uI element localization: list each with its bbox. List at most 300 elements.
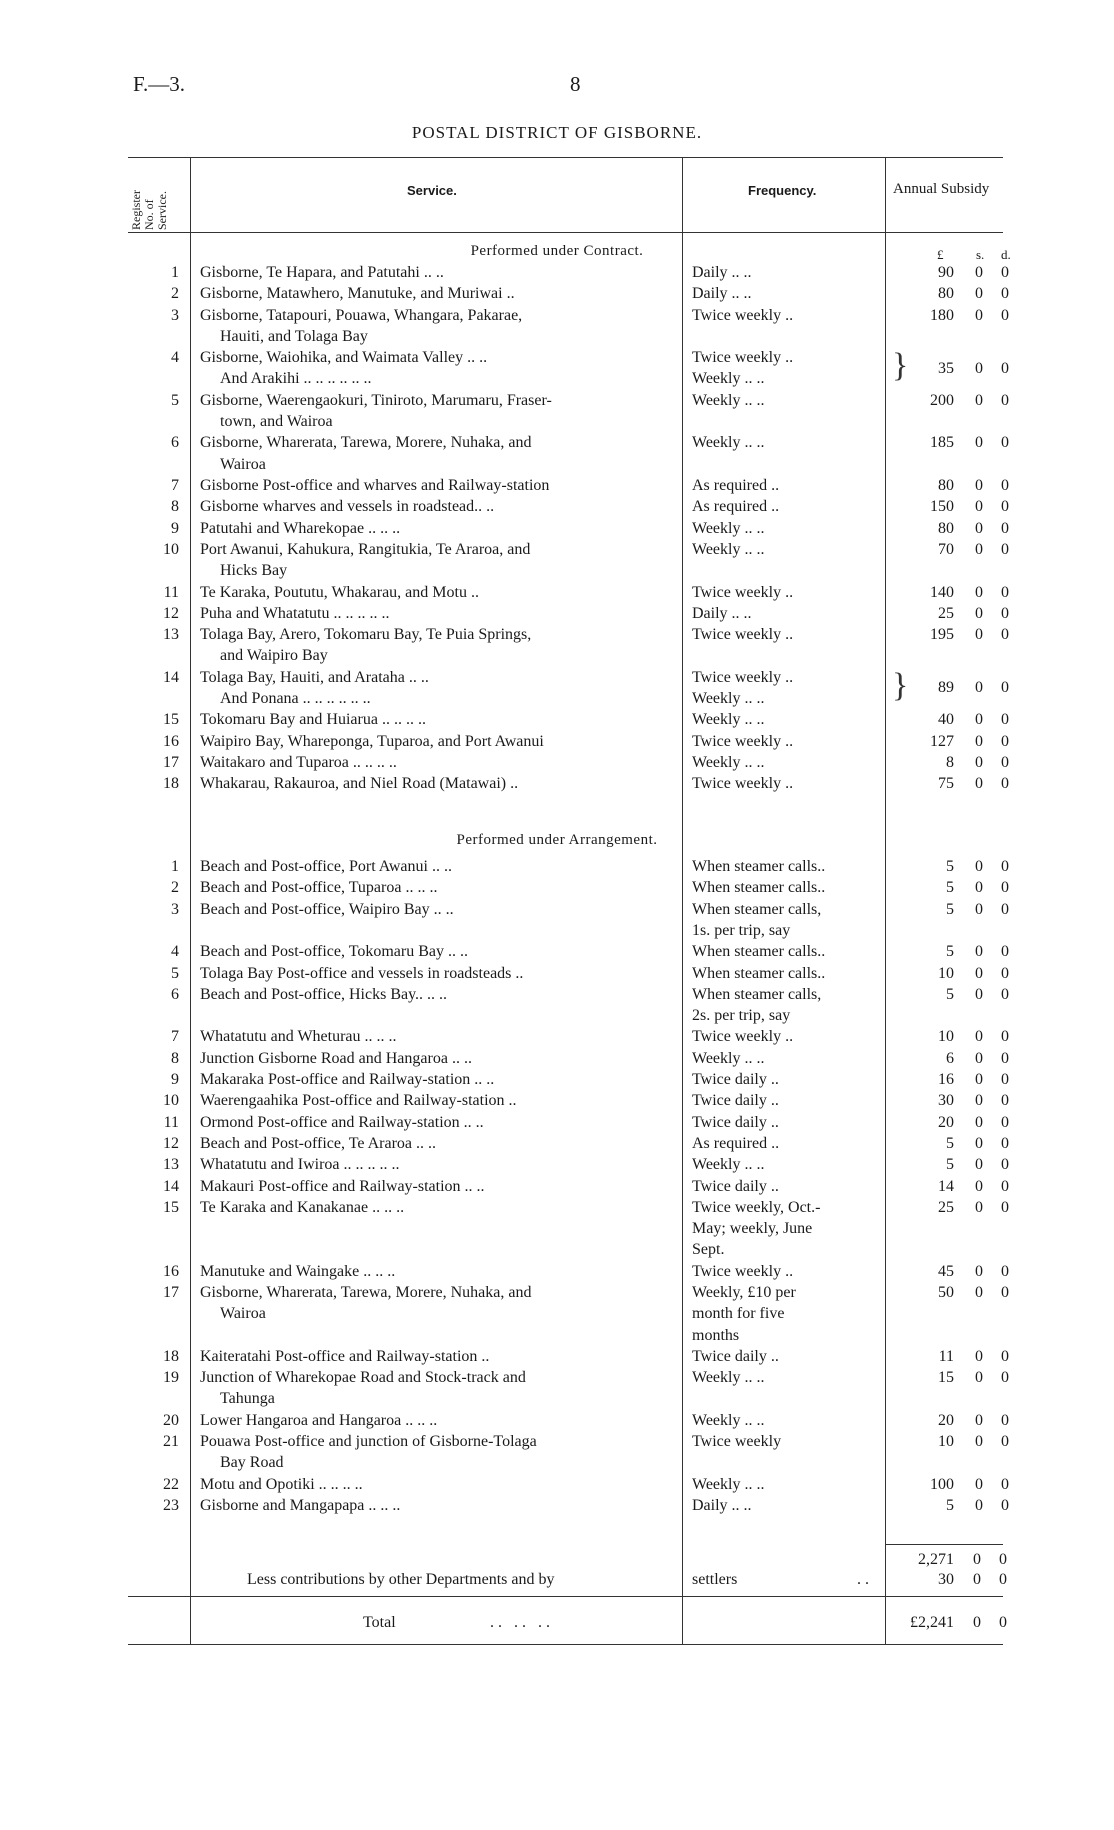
total-shillings: 0 bbox=[973, 1614, 981, 1631]
subsidy-pence: 0 bbox=[1001, 1028, 1009, 1046]
frequency-line: Twice weekly .. bbox=[692, 306, 794, 324]
service-line: town, and Wairoa bbox=[220, 413, 333, 431]
frequency-line: Twice daily .. bbox=[692, 1071, 779, 1088]
service-line: Beach and Post-office, Hicks Bay.. .. .. bbox=[200, 985, 448, 1003]
frequency-line: 1s. per trip, say bbox=[692, 921, 791, 939]
service-line: Makaraka Post-office and Railway-station .. .. bbox=[200, 1071, 495, 1088]
register-number: 17 bbox=[163, 753, 179, 771]
service-description bbox=[200, 518, 670, 539]
subsidy-shillings: 0 bbox=[975, 1198, 983, 1216]
frequency bbox=[692, 1474, 877, 1495]
subsidy-shillings: 0 bbox=[975, 540, 983, 558]
service-line: Gisborne, Waerengaokuri, Tiniroto, Marumaru, Fraser- bbox=[200, 391, 552, 409]
subsidy-pence: 0 bbox=[1001, 679, 1009, 697]
register-number: 1 bbox=[171, 264, 179, 281]
frequency-line: Twice weekly .. bbox=[692, 626, 794, 644]
frequency bbox=[692, 773, 877, 794]
frequency-line: When steamer calls, bbox=[692, 900, 822, 918]
service-description bbox=[200, 1176, 670, 1197]
frequency bbox=[692, 262, 877, 283]
service-line: Tokomaru Bay and Huiarua .. .. .. .. bbox=[200, 711, 426, 729]
frequency-line: Weekly .. .. bbox=[692, 519, 765, 537]
subsidy-shillings: 0 bbox=[975, 900, 983, 918]
subsidy-pence: 0 bbox=[1001, 1411, 1009, 1429]
frequency-line: When steamer calls, bbox=[692, 985, 822, 1003]
subsidy-pounds: 5 bbox=[946, 985, 954, 1003]
subsidy-pence: 0 bbox=[1001, 477, 1009, 494]
register-number: 19 bbox=[163, 1369, 179, 1387]
subsidy-shillings: 0 bbox=[975, 626, 983, 644]
subsidy-shillings: 0 bbox=[975, 679, 983, 697]
subsidy-pence: 0 bbox=[1001, 498, 1009, 516]
subsidy-shillings: 0 bbox=[975, 1134, 983, 1152]
frequency bbox=[692, 1495, 877, 1516]
service-description bbox=[200, 283, 670, 304]
service-description bbox=[200, 1495, 670, 1516]
service-line: Pouawa Post-office and junction of Gisborne-Tolaga bbox=[200, 1433, 537, 1451]
service-description bbox=[200, 667, 670, 710]
subsidy-shillings: 0 bbox=[975, 1497, 983, 1514]
frequency bbox=[692, 603, 877, 624]
subsidy-pence: 0 bbox=[1001, 1071, 1009, 1088]
frequency-line: As required .. bbox=[692, 477, 780, 494]
register-number: 2 bbox=[171, 879, 179, 897]
frequency-line: When steamer calls.. bbox=[692, 858, 826, 875]
subsidy-pounds: 5 bbox=[946, 858, 954, 875]
subsidy-shillings: 0 bbox=[975, 306, 983, 324]
service-line: Hauiti, and Tolaga Bay bbox=[220, 327, 368, 345]
frequency bbox=[692, 1367, 877, 1388]
subsidy-shillings: 0 bbox=[975, 1475, 983, 1493]
frequency bbox=[692, 539, 877, 560]
service-line: Bay Road bbox=[220, 1454, 284, 1472]
subsidy-pounds: 8 bbox=[946, 753, 954, 771]
subsidy-pence: 0 bbox=[1001, 879, 1009, 897]
service-line: Beach and Post-office, Port Awanui .. .. bbox=[200, 858, 452, 875]
service-description bbox=[200, 1346, 670, 1367]
register-number: 14 bbox=[163, 1177, 179, 1195]
frequency-line: Twice weekly bbox=[692, 1433, 782, 1451]
frequency bbox=[692, 899, 877, 942]
frequency-line: When steamer calls.. bbox=[692, 879, 826, 897]
subsidy-shillings: 0 bbox=[975, 1113, 983, 1131]
service-line: Beach and Post-office, Te Araroa .. .. bbox=[200, 1134, 436, 1152]
subsidy-pence: 0 bbox=[1001, 604, 1009, 622]
subsidy-shillings: 0 bbox=[975, 943, 983, 961]
subsidy-pounds: 90 bbox=[938, 264, 954, 281]
frequency bbox=[692, 582, 877, 603]
grouping-brace-icon: } bbox=[892, 666, 909, 704]
service-line: Wairoa bbox=[220, 1305, 266, 1323]
frequency bbox=[692, 1154, 877, 1175]
less-contributions-label-cont: settlers bbox=[692, 1571, 738, 1588]
document-code: F.—3. bbox=[133, 72, 185, 96]
service-description bbox=[200, 731, 670, 752]
service-description bbox=[200, 1112, 670, 1133]
subsidy-shillings: 0 bbox=[975, 1092, 983, 1110]
service-description bbox=[200, 347, 670, 390]
subsidy-pounds: 10 bbox=[938, 964, 954, 982]
frequency-line: May; weekly, June bbox=[692, 1220, 813, 1238]
subsidy-pence: 0 bbox=[1001, 711, 1009, 729]
frequency-line: Sept. bbox=[692, 1241, 725, 1259]
frequency-line: Daily .. .. bbox=[692, 1497, 752, 1514]
frequency-line: months bbox=[692, 1326, 740, 1344]
register-number: 12 bbox=[163, 1134, 179, 1152]
frequency bbox=[692, 496, 877, 517]
frequency-line: Weekly .. .. bbox=[692, 540, 765, 558]
frequency-line: Twice weekly .. bbox=[692, 583, 794, 601]
less-contributions-label: Less contributions by other Departments and by bbox=[247, 1571, 555, 1588]
frequency-line: Daily .. .. bbox=[692, 285, 752, 303]
service-description bbox=[200, 1133, 670, 1154]
subsidy-shillings: 0 bbox=[975, 1347, 983, 1365]
subsidy-pounds: 80 bbox=[938, 519, 954, 537]
service-description bbox=[200, 624, 670, 667]
service-description bbox=[200, 262, 670, 283]
service-line: Beach and Post-office, Tuparoa .. .. .. bbox=[200, 879, 438, 897]
service-description bbox=[200, 877, 670, 898]
subsidy-pounds: 89 bbox=[938, 679, 954, 697]
frequency-line: Daily .. .. bbox=[692, 604, 752, 622]
frequency-line: Twice weekly .. bbox=[692, 668, 794, 686]
service-description bbox=[200, 1431, 670, 1474]
total-top-rule bbox=[128, 1596, 1003, 1597]
service-line: Beach and Post-office, Tokomaru Bay .. .. bbox=[200, 943, 469, 961]
subsidy-pounds: 5 bbox=[946, 1497, 954, 1514]
frequency-line: Twice daily .. bbox=[692, 1347, 779, 1365]
subsidy-pounds: 25 bbox=[938, 604, 954, 622]
service-line: Gisborne, Matawhero, Manutuke, and Muriwai .. bbox=[200, 285, 515, 303]
less-contributions-shillings: 0 bbox=[973, 1571, 981, 1588]
subsidy-pence: 0 bbox=[1001, 1156, 1009, 1174]
frequency bbox=[692, 731, 877, 752]
subtotal-shillings: 0 bbox=[973, 1551, 981, 1568]
subsidy-pence: 0 bbox=[1001, 985, 1009, 1003]
less-contributions-pounds: 30 bbox=[938, 1571, 954, 1588]
service-line: Beach and Post-office, Waipiro Bay .. .. bbox=[200, 900, 454, 918]
subsidy-pence: 0 bbox=[1001, 264, 1009, 281]
service-line: Gisborne, Tatapouri, Pouawa, Whangara, Pakarae, bbox=[200, 306, 523, 324]
frequency bbox=[692, 984, 877, 1027]
service-description bbox=[200, 390, 670, 433]
total-pounds: £2,241 bbox=[910, 1614, 954, 1631]
subsidy-pence: 0 bbox=[1001, 1049, 1009, 1067]
frequency-line: When steamer calls.. bbox=[692, 964, 826, 982]
register-number: 2 bbox=[171, 285, 179, 303]
subsidy-pence: 0 bbox=[1001, 1092, 1009, 1110]
subsidy-shillings: 0 bbox=[975, 1262, 983, 1280]
register-number: 16 bbox=[163, 732, 179, 750]
subsidy-pounds: 5 bbox=[946, 900, 954, 918]
service-description bbox=[200, 1026, 670, 1047]
service-line: Makauri Post-office and Railway-station .. .. bbox=[200, 1177, 485, 1195]
service-description bbox=[200, 1069, 670, 1090]
subsidy-shillings: 0 bbox=[975, 285, 983, 303]
frequency bbox=[692, 624, 877, 645]
register-number: 5 bbox=[171, 391, 179, 409]
subsidy-pence: 0 bbox=[1001, 900, 1009, 918]
register-number: 13 bbox=[163, 1156, 179, 1174]
register-number: 3 bbox=[171, 306, 179, 324]
subsidy-shillings: 0 bbox=[975, 1049, 983, 1067]
service-description bbox=[200, 984, 670, 1005]
subsidy-shillings: 0 bbox=[975, 434, 983, 452]
frequency-column-header: Frequency. bbox=[748, 183, 817, 198]
service-line: Tolaga Bay Post-office and vessels in roadsteads .. bbox=[200, 964, 524, 982]
service-line: Tolaga Bay, Arero, Tokomaru Bay, Te Puia Springs, bbox=[200, 626, 532, 644]
subsidy-shillings: 0 bbox=[975, 264, 983, 281]
frequency bbox=[692, 1133, 877, 1154]
register-number: 15 bbox=[163, 711, 179, 729]
subsidy-pounds: 140 bbox=[930, 583, 954, 601]
service-description bbox=[200, 709, 670, 730]
service-line: Junction of Wharekopae Road and Stock-track and bbox=[200, 1369, 526, 1387]
subsidy-pounds: 5 bbox=[946, 1134, 954, 1152]
service-description bbox=[200, 603, 670, 624]
subsidy-shillings: 0 bbox=[975, 775, 983, 793]
service-description bbox=[200, 1197, 670, 1218]
service-line: Whakarau, Rakauroa, and Niel Road (Matawai) .. bbox=[200, 775, 519, 793]
subsidy-shillings: 0 bbox=[975, 985, 983, 1003]
subsidy-shillings: 0 bbox=[975, 477, 983, 494]
frequency bbox=[692, 347, 877, 390]
bottom-rule bbox=[128, 1644, 1003, 1645]
subsidy-shillings: 0 bbox=[975, 391, 983, 409]
frequency bbox=[692, 283, 877, 304]
register-number: 3 bbox=[171, 900, 179, 918]
frequency bbox=[692, 1069, 877, 1090]
service-line: Gisborne Post-office and wharves and Railway-station bbox=[200, 477, 550, 494]
register-number: 18 bbox=[163, 775, 179, 793]
subsidy-shillings: 0 bbox=[975, 753, 983, 771]
subsidy-pounds: 180 bbox=[930, 306, 954, 324]
subsidy-pence: 0 bbox=[1001, 964, 1009, 982]
subsidy-shillings: 0 bbox=[975, 359, 983, 377]
total-dots: .. .. .. bbox=[490, 1614, 554, 1631]
service-line: and Waipiro Bay bbox=[220, 647, 328, 665]
subsidy-pence: 0 bbox=[1001, 1433, 1009, 1451]
subsidy-pounds: 6 bbox=[946, 1049, 954, 1067]
register-number: 18 bbox=[163, 1347, 179, 1365]
register-number: 9 bbox=[171, 1071, 179, 1088]
service-line: And Arakihi .. .. .. .. .. .. bbox=[220, 370, 372, 388]
register-number: 16 bbox=[163, 1262, 179, 1280]
service-description bbox=[200, 432, 670, 475]
frequency-line: Weekly, £10 per bbox=[692, 1284, 796, 1301]
register-number: 4 bbox=[171, 349, 179, 367]
subsidy-pounds: 75 bbox=[938, 775, 954, 793]
subsidy-pence: 0 bbox=[1001, 391, 1009, 409]
register-number: 20 bbox=[163, 1411, 179, 1429]
service-description bbox=[200, 582, 670, 603]
register-column-header: Register No. of Service. bbox=[129, 190, 169, 230]
service-line: Gisborne, Wharerata, Tarewa, Morere, Nuhaka, and bbox=[200, 434, 532, 452]
subsidy-pounds: 5 bbox=[946, 1156, 954, 1174]
subsidy-pounds: 20 bbox=[938, 1411, 954, 1429]
frequency-line: When steamer calls.. bbox=[692, 943, 826, 961]
subsidy-pounds: 70 bbox=[938, 540, 954, 558]
service-line: Ormond Post-office and Railway-station .. .. bbox=[200, 1113, 484, 1131]
frequency-line: Weekly .. .. bbox=[692, 1156, 765, 1174]
subsidy-pounds: 11 bbox=[938, 1347, 954, 1365]
subsidy-pence: 0 bbox=[1001, 1262, 1009, 1280]
service-description bbox=[200, 1154, 670, 1175]
total-label: Total bbox=[363, 1614, 396, 1631]
less-contributions-dots: .. bbox=[857, 1571, 873, 1588]
service-line: Gisborne wharves and vessels in roadstead.. .. bbox=[200, 498, 495, 516]
subsidy-pounds: 5 bbox=[946, 943, 954, 961]
subtotal-rule bbox=[886, 1544, 1003, 1545]
frequency bbox=[692, 667, 877, 710]
subsidy-pounds: 150 bbox=[930, 498, 954, 516]
frequency bbox=[692, 1346, 877, 1367]
subsidy-pence: 0 bbox=[1001, 306, 1009, 324]
service-line: And Ponana .. .. .. .. .. .. bbox=[220, 689, 371, 707]
frequency-line: Twice weekly .. bbox=[692, 732, 794, 750]
service-line: Whatatutu and Wheturau .. .. .. bbox=[200, 1028, 397, 1046]
frequency-line: Twice weekly .. bbox=[692, 1028, 794, 1046]
register-number: 1 bbox=[171, 858, 179, 875]
register-number: 10 bbox=[163, 540, 179, 558]
pence-header: d. bbox=[1001, 247, 1011, 262]
subsidy-pounds: 20 bbox=[938, 1113, 954, 1131]
subtotal-pounds: 2,271 bbox=[918, 1551, 954, 1568]
frequency bbox=[692, 1261, 877, 1282]
subsidy-pounds: 10 bbox=[938, 1433, 954, 1451]
service-description bbox=[200, 899, 670, 920]
service-line: Gisborne, Waiohika, and Waimata Valley .. .. bbox=[200, 349, 488, 367]
subsidy-pounds: 127 bbox=[930, 732, 954, 750]
subsidy-pence: 0 bbox=[1001, 753, 1009, 771]
frequency-line: Weekly .. .. bbox=[692, 1475, 765, 1493]
service-description bbox=[200, 856, 670, 877]
service-description bbox=[200, 1474, 670, 1495]
register-number: 23 bbox=[163, 1497, 179, 1514]
register-number: 22 bbox=[163, 1475, 179, 1493]
subsidy-pence: 0 bbox=[1001, 943, 1009, 961]
service-line: Tahunga bbox=[220, 1390, 275, 1408]
subsidy-shillings: 0 bbox=[975, 732, 983, 750]
less-contributions-pence: 0 bbox=[999, 1571, 1007, 1588]
arrangement-section-heading: Performed under Arrangement. bbox=[456, 832, 658, 848]
service-description bbox=[200, 941, 670, 962]
service-description bbox=[200, 773, 670, 794]
register-number: 6 bbox=[171, 434, 179, 452]
subsidy-pence: 0 bbox=[1001, 1113, 1009, 1131]
subsidy-pounds: 10 bbox=[938, 1028, 954, 1046]
subsidy-pounds: 100 bbox=[930, 1475, 954, 1493]
service-line: Whatatutu and Iwiroa .. .. .. .. .. bbox=[200, 1156, 400, 1174]
service-description bbox=[200, 305, 670, 348]
register-number: 12 bbox=[163, 604, 179, 622]
subsidy-pounds: 25 bbox=[938, 1198, 954, 1216]
subsidy-pounds: 195 bbox=[930, 626, 954, 644]
frequency-line: Daily .. .. bbox=[692, 264, 752, 281]
service-line: Manutuke and Waingake .. .. .. bbox=[200, 1262, 396, 1280]
frequency-line: month for five bbox=[692, 1305, 785, 1323]
subsidy-pence: 0 bbox=[1001, 1497, 1009, 1514]
frequency bbox=[692, 963, 877, 984]
register-number: 21 bbox=[163, 1433, 179, 1451]
subsidy-pounds: 30 bbox=[938, 1092, 954, 1110]
grouping-brace-icon: } bbox=[892, 347, 909, 385]
frequency-line: Weekly .. .. bbox=[692, 1411, 765, 1429]
frequency bbox=[692, 1176, 877, 1197]
service-line: Patutahi and Wharekopae .. .. .. bbox=[200, 519, 401, 537]
frequency-line: Weekly .. .. bbox=[692, 1049, 765, 1067]
frequency-line: Twice daily .. bbox=[692, 1092, 779, 1110]
subsidy-shillings: 0 bbox=[975, 498, 983, 516]
frequency bbox=[692, 1090, 877, 1111]
frequency bbox=[692, 752, 877, 773]
subsidy-pence: 0 bbox=[1001, 359, 1009, 377]
subsidy-pence: 0 bbox=[1001, 1347, 1009, 1365]
subsidy-shillings: 0 bbox=[975, 879, 983, 897]
subsidy-shillings: 0 bbox=[975, 519, 983, 537]
service-description bbox=[200, 539, 670, 582]
subsidy-shillings: 0 bbox=[975, 1284, 983, 1301]
frequency-line: Twice daily .. bbox=[692, 1177, 779, 1195]
register-number: 5 bbox=[171, 964, 179, 982]
subsidy-shillings: 0 bbox=[975, 858, 983, 875]
subsidy-shillings: 0 bbox=[975, 1156, 983, 1174]
frequency bbox=[692, 475, 877, 496]
subsidy-pounds: 50 bbox=[938, 1284, 954, 1301]
service-description bbox=[200, 496, 670, 517]
subsidy-pounds: 80 bbox=[938, 285, 954, 303]
subsidy-pence: 0 bbox=[1001, 1369, 1009, 1387]
frequency bbox=[692, 305, 877, 326]
subsidy-pence: 0 bbox=[1001, 1177, 1009, 1195]
service-description bbox=[200, 1048, 670, 1069]
service-line: Kaiteratahi Post-office and Railway-station .. bbox=[200, 1347, 490, 1365]
frequency-line: 2s. per trip, say bbox=[692, 1007, 791, 1025]
subsidy-pounds: 185 bbox=[930, 434, 954, 452]
subsidy-pounds: 80 bbox=[938, 477, 954, 494]
service-line: Puha and Whatatutu .. .. .. .. .. bbox=[200, 604, 390, 622]
register-number: 6 bbox=[171, 985, 179, 1003]
register-number: 8 bbox=[171, 498, 179, 516]
register-number: 13 bbox=[163, 626, 179, 644]
frequency-line: Twice weekly .. bbox=[692, 349, 794, 367]
service-line: Tolaga Bay, Hauiti, and Arataha .. .. bbox=[200, 668, 429, 686]
frequency-line: Weekly .. .. bbox=[692, 1369, 765, 1387]
service-line: Te Karaka and Kanakanae .. .. .. bbox=[200, 1198, 405, 1216]
frequency bbox=[692, 709, 877, 730]
subsidy-shillings: 0 bbox=[975, 1369, 983, 1387]
subsidy-pence: 0 bbox=[1001, 519, 1009, 537]
subsidy-pence: 0 bbox=[1001, 540, 1009, 558]
frequency-line: Weekly .. .. bbox=[692, 753, 765, 771]
frequency-line: Weekly .. .. bbox=[692, 370, 765, 388]
frequency bbox=[692, 1197, 877, 1261]
subsidy-pounds: 35 bbox=[938, 359, 954, 377]
register-number: 15 bbox=[163, 1198, 179, 1216]
service-description bbox=[200, 1282, 670, 1325]
service-line: Waitakaro and Tuparoa .. .. .. .. bbox=[200, 753, 397, 771]
subsidy-shillings: 0 bbox=[975, 1411, 983, 1429]
subsidy-pence: 0 bbox=[1001, 858, 1009, 875]
service-line: Port Awanui, Kahukura, Rangitukia, Te Araroa, and bbox=[200, 540, 531, 558]
subsidy-pence: 0 bbox=[1001, 1198, 1009, 1216]
subsidy-pence: 0 bbox=[1001, 583, 1009, 601]
frequency bbox=[692, 1410, 877, 1431]
subsidy-shillings: 0 bbox=[975, 1177, 983, 1195]
frequency-line: Twice weekly, Oct.- bbox=[692, 1198, 821, 1216]
service-line: Hicks Bay bbox=[220, 562, 288, 580]
frequency-line: Twice weekly .. bbox=[692, 775, 794, 793]
